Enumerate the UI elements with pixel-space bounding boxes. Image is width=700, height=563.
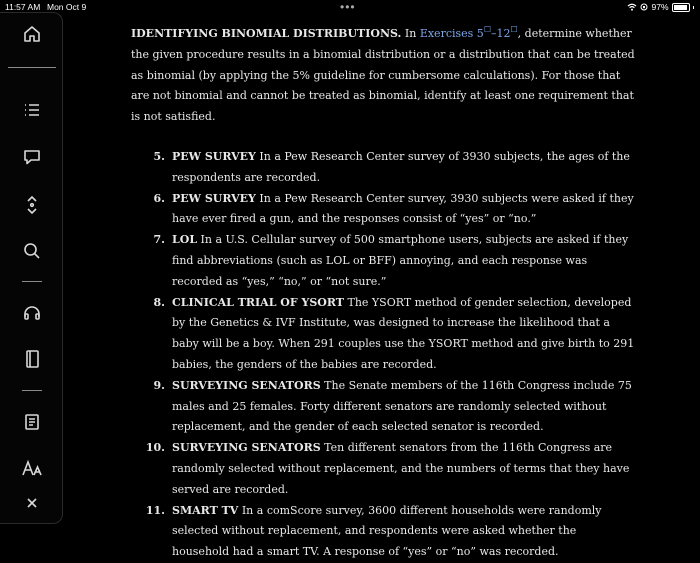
- exercise-item: [131, 501, 636, 563]
- exercise-number: 9.: [153, 378, 165, 392]
- exercise-number: 8.: [153, 295, 165, 309]
- exercise-number: 7.: [153, 233, 165, 247]
- reader-sidebar: [0, 12, 63, 524]
- close-icon[interactable]: [17, 488, 47, 518]
- flashcards-icon[interactable]: [17, 407, 47, 437]
- exercise-item: [131, 147, 636, 189]
- exercises-link[interactable]: Exercises 5☐–12☐: [419, 25, 518, 40]
- scroll-position-icon[interactable]: [17, 190, 47, 220]
- text-size-icon[interactable]: [17, 453, 47, 483]
- exercise-title: PEW SURVEY: [172, 191, 256, 205]
- contents-list-icon[interactable]: [17, 95, 47, 125]
- audio-headphones-icon[interactable]: [17, 298, 47, 328]
- exercise-text: In a comScore survey, 3600 different households were randomly selected without replacement, and respondents were asked whether the household had a smart TV. A response of “yes” or “no” was recorded.: [172, 503, 602, 559]
- exercise-text: In a Pew Research Center survey, 3930 subjects were asked if they have ever fired a gun, and the responses consist of “yes” or “no.”: [172, 191, 634, 226]
- home-icon[interactable]: [17, 19, 47, 49]
- exercise-number: 6.: [153, 191, 165, 205]
- exercise-text: The Senate members of the 116th Congress include 75 males and 25 females. Forty different senators are randomly selected without replacement, and the gender of each selected senator is recorded.: [172, 378, 632, 434]
- status-right: [627, 2, 694, 12]
- exercise-number: 5.: [153, 149, 165, 163]
- exercise-text: The YSORT method of gender selection, developed by the Genetics & IVF Institute, was designed to increase the likelihood that a baby will be a boy. When 291 couples use the YSORT method and give birth to 291 babies, the genders of the babies are recorded.: [172, 295, 635, 371]
- exercise-title: SMART TV: [172, 503, 239, 517]
- sidebar-divider: [22, 390, 42, 391]
- reading-pane: [131, 24, 636, 563]
- search-icon[interactable]: [17, 236, 47, 266]
- exercise-item: [131, 293, 636, 376]
- section-title: IDENTIFYING BINOMIAL DISTRIBUTIONS.: [131, 27, 402, 40]
- comment-icon[interactable]: [17, 142, 47, 172]
- multitasking-grabber[interactable]: •••: [340, 0, 356, 14]
- exercise-list: [131, 147, 636, 563]
- exercise-item: [131, 438, 636, 500]
- notebook-icon[interactable]: [17, 344, 47, 374]
- exercise-number: 10.: [145, 441, 165, 455]
- orientation-lock-icon: [640, 3, 648, 11]
- status-bar: [0, 0, 700, 14]
- exercise-number: 11.: [145, 503, 165, 517]
- wifi-icon: [627, 3, 637, 11]
- exercise-text: Ten different senators from the 116th Congress are randomly selected without replacement, and the numbers of terms that they have served are recorded.: [172, 441, 630, 496]
- exercise-title: SURVEYING SENATORS: [172, 441, 321, 455]
- exercise-item: [131, 230, 636, 292]
- exercise-text: In a U.S. Cellular survey of 500 smartphone users, subjects are asked if they find abbreviations (such as LOL or BFF) annoying, and each response was recorded as “yes,” “no,” or “not sure.”: [172, 233, 629, 288]
- exercise-title: PEW SURVEY: [172, 149, 256, 163]
- exercise-text: In a Pew Research Center survey of 3930 subjects, the ages of the respondents are recorded.: [172, 149, 630, 184]
- exercise-item: [131, 376, 636, 438]
- status-time: 11:57 AM: [5, 2, 41, 12]
- intro-paragraph: IDENTIFYING BINOMIAL DISTRIBUTIONS. In Exercises 5☐–12☐, determine whether the given procedure results in a binomial distribution or a distribution that can be treated as binomial (by applying the 5% guideline for cumbersome calculations). For those that are not binomial and cannot be treated as binomial, identify at least one requirement that is not satisfied.: [131, 25, 635, 124]
- status-date: Mon Oct 9: [47, 2, 87, 12]
- exercise-title: LOL: [172, 233, 198, 247]
- sidebar-divider: [22, 281, 42, 282]
- exercise-title: SURVEYING SENATORS: [172, 378, 321, 392]
- battery-icon: [672, 3, 690, 12]
- sidebar-divider: [8, 67, 56, 68]
- battery-percent: 97%: [651, 2, 669, 12]
- exercise-title: CLINICAL TRIAL OF YSORT: [172, 295, 344, 309]
- exercise-item: [131, 189, 636, 231]
